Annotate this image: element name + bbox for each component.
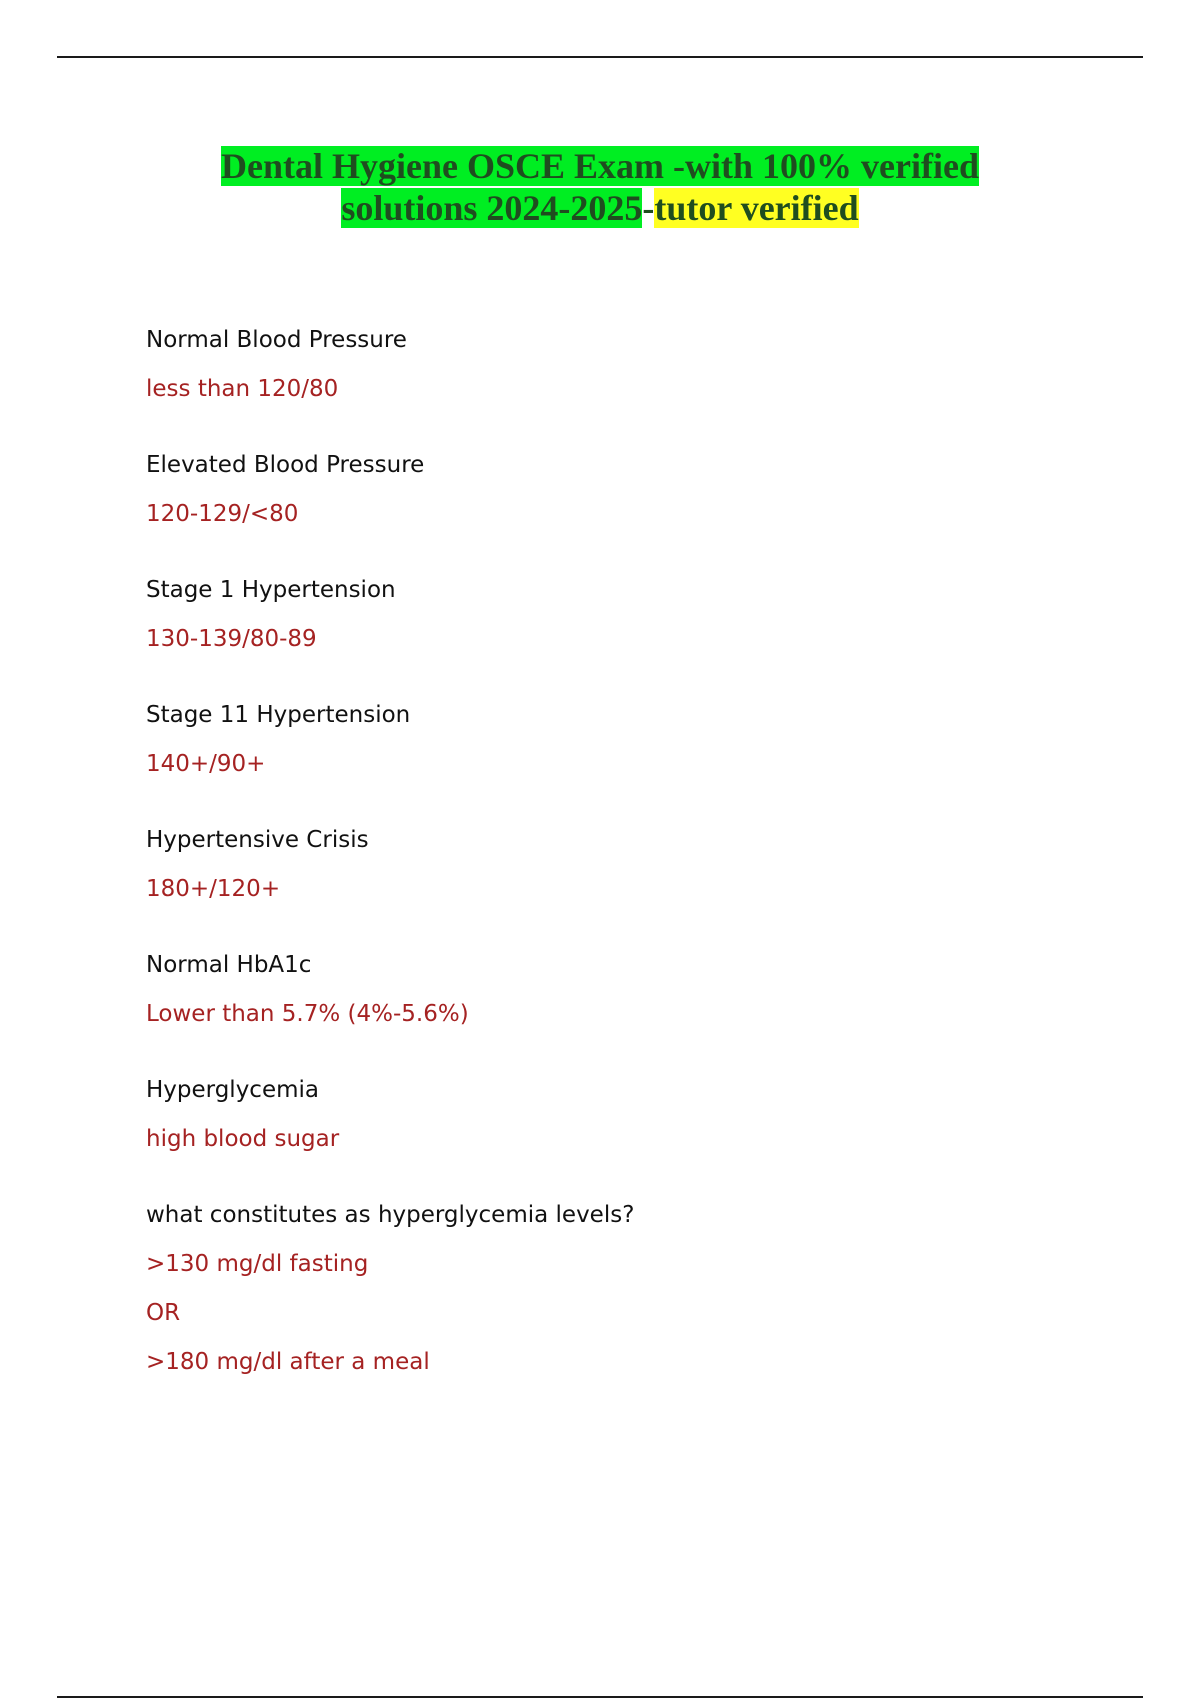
flashcard-item — [146, 1201, 1046, 1376]
flashcard-question: Stage 11 Hypertension — [146, 702, 411, 728]
flashcard-answer: 140+/90+ — [146, 751, 266, 777]
flashcard-answer: >130 mg/dl fasting — [146, 1251, 369, 1277]
flashcard-question: what constitutes as hyperglycemia levels? — [146, 1202, 635, 1228]
flashcard-answer: 130-139/80-89 — [146, 626, 317, 652]
flashcard-answer: >180 mg/dl after a meal — [146, 1349, 430, 1375]
title-line-2-highlight-green: solutions 2024-2025 — [341, 188, 643, 228]
flashcard-question: Normal Blood Pressure — [146, 327, 407, 353]
flashcard-item — [146, 576, 1046, 653]
flashcard-question: Elevated Blood Pressure — [146, 452, 425, 478]
flashcard-item — [146, 326, 1046, 403]
top-rule — [57, 56, 1143, 58]
document-title — [0, 145, 1200, 229]
flashcard-item — [146, 826, 1046, 903]
bottom-rule — [57, 1696, 1143, 1698]
flashcard-answer: high blood sugar — [146, 1126, 340, 1152]
title-line-2-highlight-yellow: tutor verified — [654, 188, 859, 228]
flashcard-question: Stage 1 Hypertension — [146, 577, 396, 603]
flashcard-list — [146, 326, 1046, 1424]
flashcard-answer: Lower than 5.7% (4%-5.6%) — [146, 1001, 469, 1027]
flashcard-answer: 120-129/<80 — [146, 501, 299, 527]
flashcard-answer: less than 120/80 — [146, 376, 339, 402]
flashcard-item — [146, 951, 1046, 1028]
flashcard-answer: 180+/120+ — [146, 876, 281, 902]
flashcard-item — [146, 701, 1046, 778]
flashcard-item — [146, 451, 1046, 528]
title-line-1: Dental Hygiene OSCE Exam -with 100% verified — [221, 146, 979, 186]
flashcard-answer: OR — [146, 1300, 181, 1326]
flashcard-item — [146, 1076, 1046, 1153]
title-separator: - — [642, 188, 655, 228]
flashcard-question: Hypertensive Crisis — [146, 827, 369, 853]
flashcard-question: Normal HbA1c — [146, 952, 312, 978]
flashcard-question: Hyperglycemia — [146, 1077, 319, 1103]
